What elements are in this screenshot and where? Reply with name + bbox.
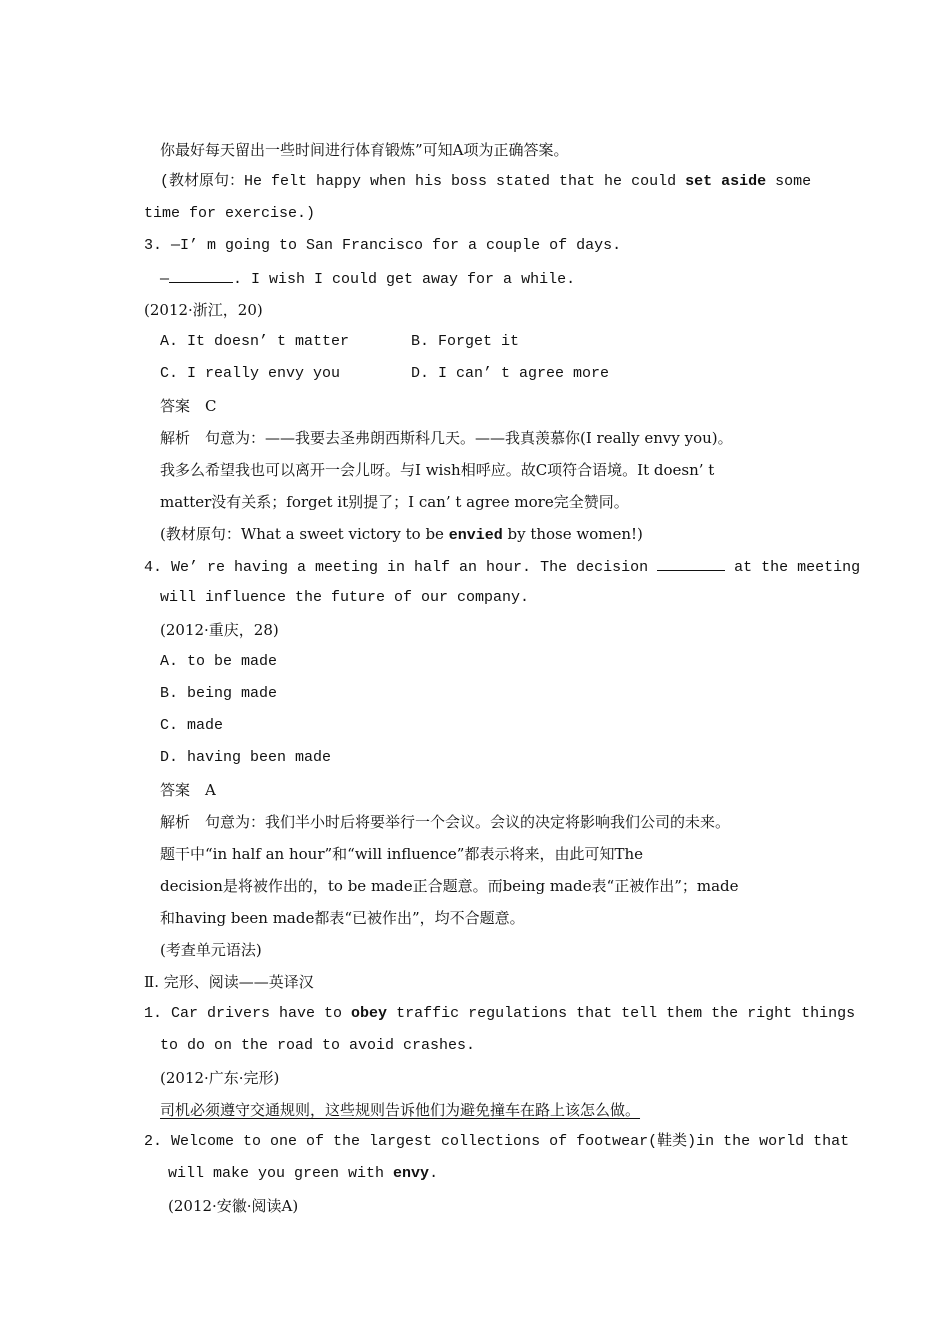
option-a: A. It doesn’ t matter [160,333,350,350]
question-3-reply: — . I wish I could get away for a while. [160,268,575,288]
text-line [144,204,315,224]
keyword-bold: envied [448,527,503,544]
question-4-stem: 4. We’ re having a meeting in half an hour. The decision at the meeting [144,556,860,576]
translation-answer: 司机必须遵守交通规则，这些规则告诉他们为避免撞车在路上该怎么做。 [160,1101,641,1119]
textbook-quote-tail: some [766,173,812,190]
analysis-line: 我多么希望我也可以离开一会儿呀。与I wish相呼应。故C项符合语境。It doesn’ t [160,461,715,479]
analysis-line: 解析 句意为：——我要去圣弗朗西斯科几天。——我真羡慕你(I really envy you)。 [160,429,733,447]
section-heading: Ⅱ. 完形、阅读——英译汉 [144,973,314,991]
grammar-note: (考查单元语法) [160,941,262,959]
option-d: D. I can’ t agree more [411,365,610,382]
answer-label: 答案 A [160,781,216,799]
sentence-2: 2. Welcome to one of the largest collections of footwear(鞋类)in the world that [144,1133,850,1150]
textbook-quote: (教材原句：What a sweet victory to be envied by those women!) [160,525,643,544]
textbook-quote-cont: time for exercise.) [144,205,316,222]
question-3-source: (2012·浙江，20) [144,301,263,319]
option-c: C. I really envy you [160,365,341,382]
answer-label: 答案 C [160,397,217,415]
sentence-2-cont: will make you green with envy. [168,1165,439,1182]
analysis-line: matter没有关系；forget it别提了；I can’ t agree more完全赞同。 [160,493,629,511]
sentence-1-cont: to do on the road to avoid crashes. [160,1037,476,1054]
option-a: A. to be made [160,653,278,670]
option-d: D. having been made [160,749,332,766]
question-4-source: (2012·重庆，28) [160,621,279,639]
keyword-bold: set aside [685,173,767,190]
sentence-1-source: (2012·广东·完形) [160,1069,280,1087]
answer-blank [657,556,725,571]
option-b: B. being made [160,685,278,702]
analysis-line: 解析 句意为：我们半小时后将要举行一个会议。会议的决定将影响我们公司的未来。 [160,813,731,831]
analysis-line: 和having been made都表“已被作出”，均不合题意。 [160,909,525,927]
option-c: C. made [160,717,224,734]
textbook-quote: (教材原句：He felt happy when his boss stated that he could [160,173,686,190]
keyword-bold: obey [351,1005,388,1022]
sentence-1: 1. Car drivers have to obey traffic regulations that tell them the right things [144,1005,856,1022]
text-line [160,172,811,192]
answer-blank [169,268,233,283]
option-b: B. Forget it [411,333,520,350]
analysis-text: 你最好每天留出一些时间进行体育锻炼”可知A项为正确答案。 [160,141,569,159]
text-line [160,140,569,160]
question-3-stem: 3. —I’ m going to San Francisco for a couple of days. [144,237,622,254]
keyword-bold: envy [393,1165,430,1182]
question-4-stem-cont: will influence the future of our company. [160,589,530,606]
analysis-line: decision是将被作出的，to be made正合题意。而being made表“正被作出”；made [160,877,739,895]
analysis-line: 题干中“in half an hour”和“will influence”都表示将来，由此可知The [160,845,643,863]
sentence-2-source: (2012·安徽·阅读A) [168,1197,299,1215]
